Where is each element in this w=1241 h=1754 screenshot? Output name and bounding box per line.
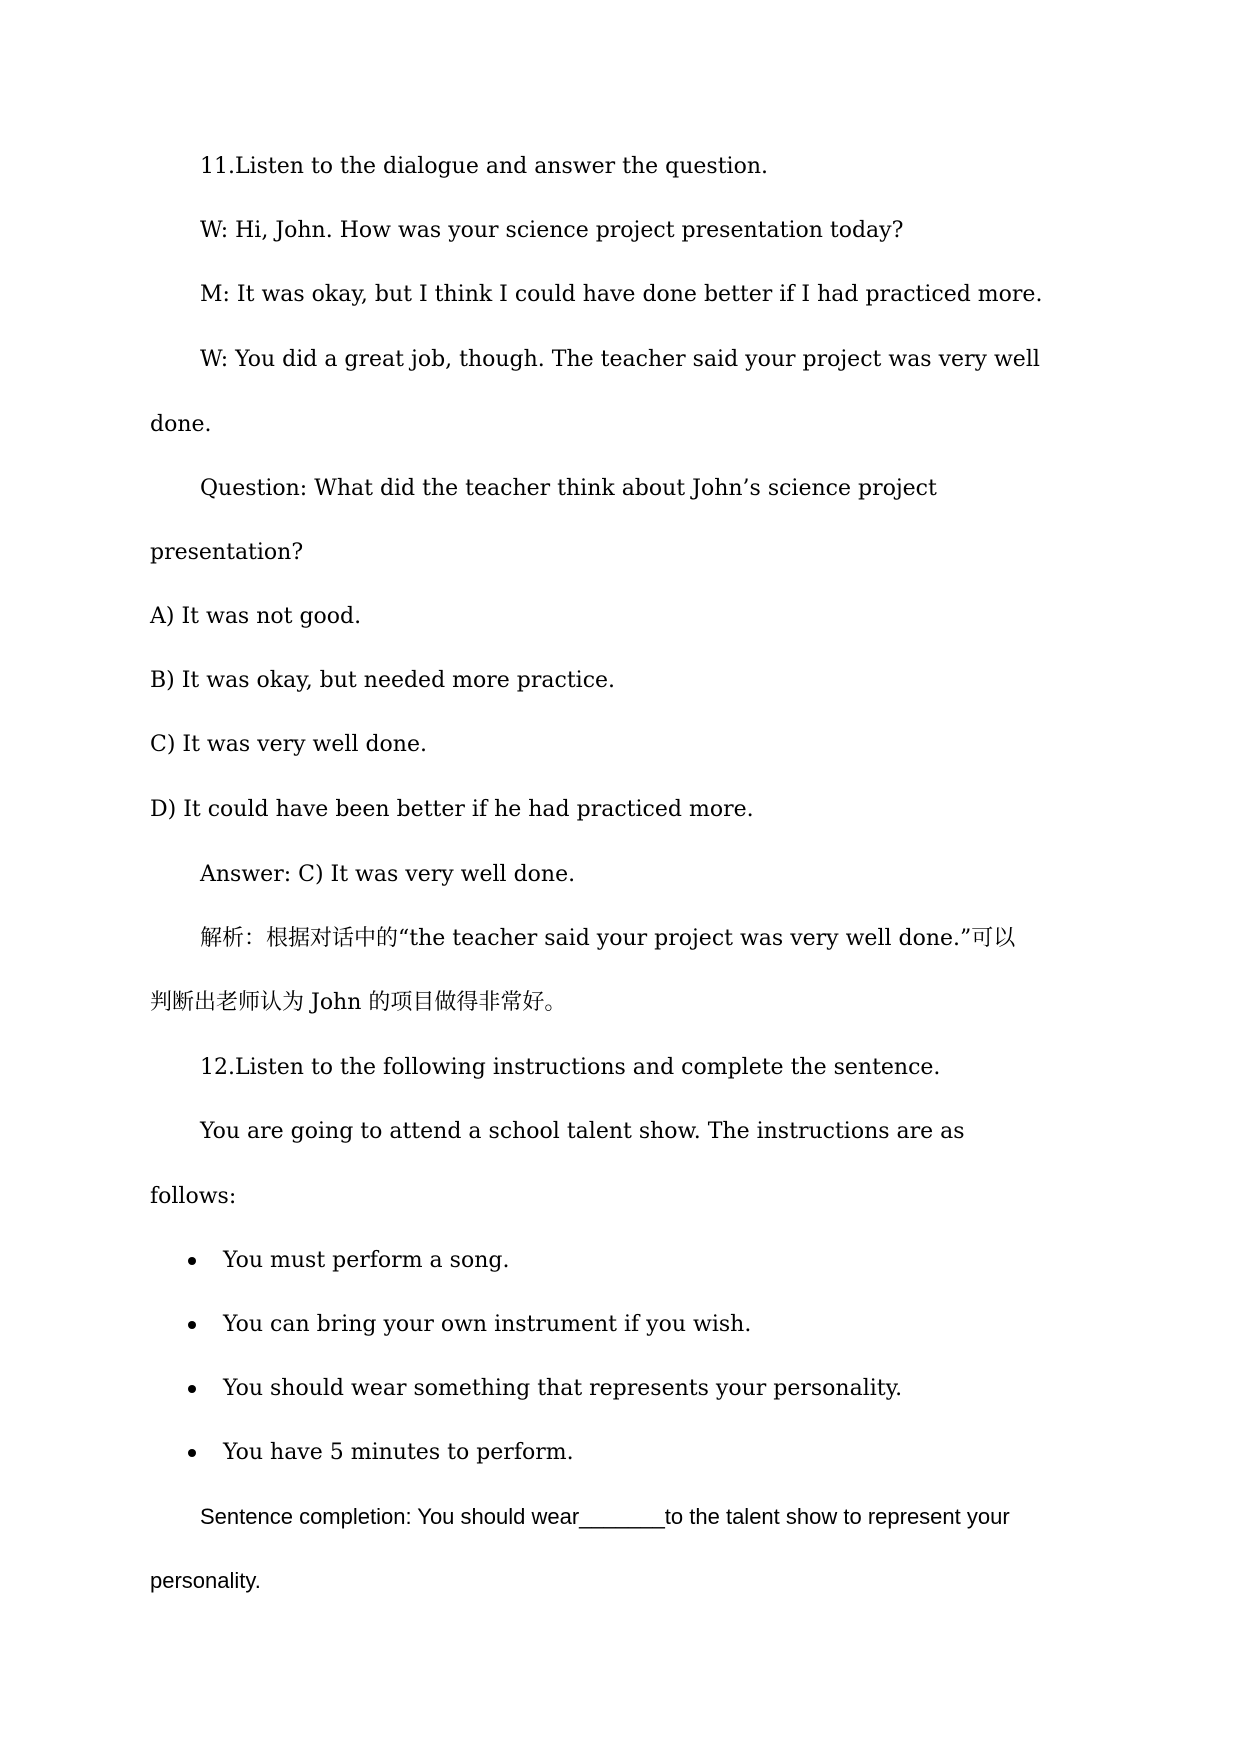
q11-option-a: A) It was not good. [150,604,362,629]
q11-answer: Answer: C) It was very well done. [200,862,576,887]
q11-option-c: C) It was very well done. [150,732,427,757]
q11-question-line2: presentation? [150,540,304,565]
q11-question-line1: Question: What did the teacher think about John’s science project [200,476,937,501]
q12-instruction: 12.Listen to the following instructions and complete the sentence. [200,1055,941,1080]
q12-bullet-item: You should wear something that represents your personality. [223,1376,903,1401]
q11-dialogue-w2-line2: done. [150,412,212,437]
q11-instruction: 11.Listen to the dialogue and answer the question. [200,154,768,179]
q11-dialogue-w2-line1: W: You did a great job, though. The teacher said your project was very well [200,347,1040,372]
q11-dialogue-w1: W: Hi, John. How was your science project presentation today? [200,218,904,243]
bullet-icon [188,1257,196,1265]
bullet-icon [188,1385,196,1393]
q12-sentence-line1: Sentence completion: You should wear_______to the talent show to represent your [200,1504,1010,1529]
bullet-icon [188,1449,196,1457]
q11-dialogue-m1: M: It was okay, but I think I could have done better if I had practiced more. [200,282,1043,307]
q11-option-d: D) It could have been better if he had practiced more. [150,797,754,822]
q12-intro-line1: You are going to attend a school talent show. The instructions are as [200,1119,965,1144]
q12-sentence-line2: personality. [150,1568,261,1593]
q12-bullet-item: You can bring your own instrument if you wish. [223,1312,752,1337]
q12-intro-line2: follows: [150,1184,237,1209]
q12-bullet-item: You have 5 minutes to perform. [223,1440,574,1465]
q11-analysis-line1: 解析：根据对话中的“the teacher said your project was very well done.”可以 [200,926,1016,951]
q11-option-b: B) It was okay, but needed more practice. [150,668,616,693]
q12-bullet-item: You must perform a song. [223,1248,510,1273]
q11-analysis-line2: 判断出老师认为 John 的项目做得非常好。 [150,990,567,1015]
bullet-icon [188,1321,196,1329]
